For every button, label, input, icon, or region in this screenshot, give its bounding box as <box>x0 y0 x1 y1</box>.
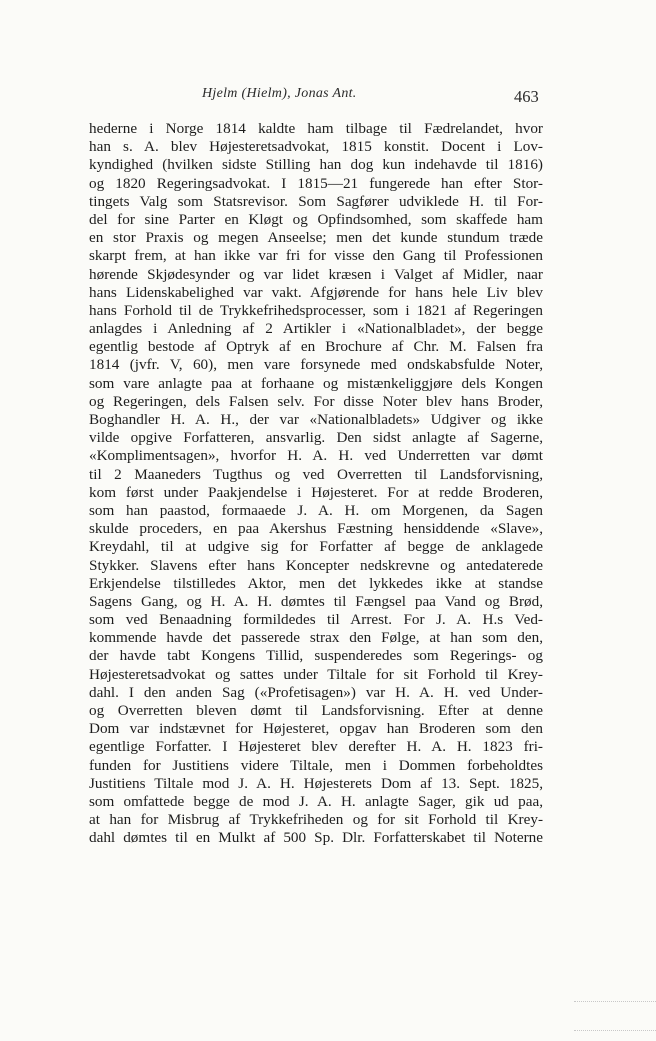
text-line: egentlig bestode af Optryk af en Brochure af Chr. M. Falsen fra <box>89 338 543 356</box>
text-line: tingets Valg som Statsrevisor. Som Sagfører udviklede H. til For- <box>89 192 543 210</box>
page-number: 463 <box>514 87 539 106</box>
text-line: at han for Misbrug af Trykkefriheden og for sit Forhold til Krey- <box>89 811 543 829</box>
text-line: Sagens Gang, og H. A. H. dømtes til Fængsel paa Vand og Brød, <box>89 592 543 610</box>
text-line: skarpt frem, at han ikke var fri for visse den Gang til Professionen <box>89 247 543 265</box>
text-line: hans Lidenskabelighed var vakt. Afgjørende for hans hele Liv blev <box>89 283 543 301</box>
text-line: og Overretten bleven dømt til Landsforvisning. Efter at denne <box>89 702 543 719</box>
text-line: kyndighed (hvilken sidste Stilling han dog kun indehavde til 1816) <box>89 156 543 174</box>
text-line: og Regeringen, dels Falsen selv. For disse Noter blev hans Broder, <box>89 392 543 410</box>
text-line: som ved Benaadning formildedes til Arrest. For J. A. H.s Ved- <box>89 611 543 629</box>
text-line: skulde proceders, en paa Akershus Fæstning hensiddende «Slave», <box>89 520 543 538</box>
text-line: kommende havde det passerede strax den Følge, at han som den, <box>89 629 543 647</box>
text-line: funden for Justitiens videre Tiltale, men i Dommen forbeholdtes <box>89 756 543 774</box>
text-line: en stor Praxis og megen Anseelse; men det kunde stundum træde <box>89 229 543 247</box>
text-line: «Komplimentsagen», hvorfor H. A. H. ved Underretten var dømt <box>89 447 543 465</box>
text-line: 1814 (jvfr. V, 60), men vare forsynede med ondskabsfulde Noter, <box>89 356 543 374</box>
scan-edge-mark <box>574 1001 656 1002</box>
text-line: hans Forhold til de Trykkefrihedsprocesser, som i 1821 af Regeringen <box>89 301 543 319</box>
text-line: dahl. I den anden Sag («Profetisagen») var H. A. H. ved Under- <box>89 683 543 701</box>
text-line: som vare anlagte paa at forhaane og mistænkeliggjøre dels Kongen <box>89 374 543 392</box>
text-line: egentlige Forfatter. I Højesteret blev derefter H. A. H. 1823 fri- <box>89 738 543 756</box>
body-text <box>89 120 543 848</box>
text-line: vilde opgive Forfatteren, ansvarlig. Den sidst anlagte af Sagerne, <box>89 429 543 447</box>
text-line: hørende Skjødesynder og var lidet kræsen i Valget af Midler, naar <box>89 265 543 283</box>
text-line: som omfattede begge de mod J. A. H. anlagte Sager, gik ud paa, <box>89 792 543 810</box>
text-line: del for sine Parter en Kløgt og Opfindsomhed, som skaffede ham <box>89 210 543 228</box>
scan-edge-mark <box>574 1030 656 1031</box>
text-line: kom først under Paakjendelse i Højesteret. For at redde Broderen, <box>89 483 543 501</box>
text-line: som han paastod, formaaede J. A. H. om Morgenen, da Sagen <box>89 501 543 519</box>
text-line: der havde tabt Kongens Tillid, suspenderedes som Regerings- og <box>89 647 543 665</box>
text-line: Stykker. Slavens efter hans Koncepter nedskrevne og antedaterede <box>89 556 543 574</box>
text-line: dahl dømtes til en Mulkt af 500 Sp. Dlr. Forfatterskabet til Noterne <box>89 829 543 847</box>
text-line: Justitiens Tiltale mod J. A. H. Højesterets Dom af 13. Sept. 1825, <box>89 774 543 792</box>
text-line: hederne i Norge 1814 kaldte ham tilbage til Fædrelandet, hvor <box>89 120 543 137</box>
text-line: Kreydahl, til at udgive sig for Forfatter af begge de anklagede <box>89 538 543 556</box>
text-line: til 2 Maaneders Tugthus og ved Overretten til Landsforvisning, <box>89 465 543 483</box>
text-line: Erkjendelse tilstilledes Aktor, men det lykkedes ikke at standse <box>89 574 543 592</box>
text-line: og 1820 Regeringsadvokat. I 1815—21 fungerede han efter Stor- <box>89 174 543 192</box>
text-line: anlagdes i Anledning af 2 Artikler i «Nationalbladet», der begge <box>89 320 543 338</box>
text-line: han s. A. blev Højesteretsadvokat, 1815 konstit. Docent i Lov- <box>89 138 543 156</box>
text-line: Dom var indstævnet for Højesteret, opgav han Broderen som den <box>89 720 543 738</box>
running-title: Hjelm (Hielm), Jonas Ant. <box>202 86 357 101</box>
page-header <box>0 86 656 110</box>
text-line: Boghandler H. A. H., der var «Nationalbladets» Udgiver og ikke <box>89 411 543 428</box>
text-line: Højesteretsadvokat og sattes under Tiltale for sit Forhold til Krey- <box>89 665 543 683</box>
